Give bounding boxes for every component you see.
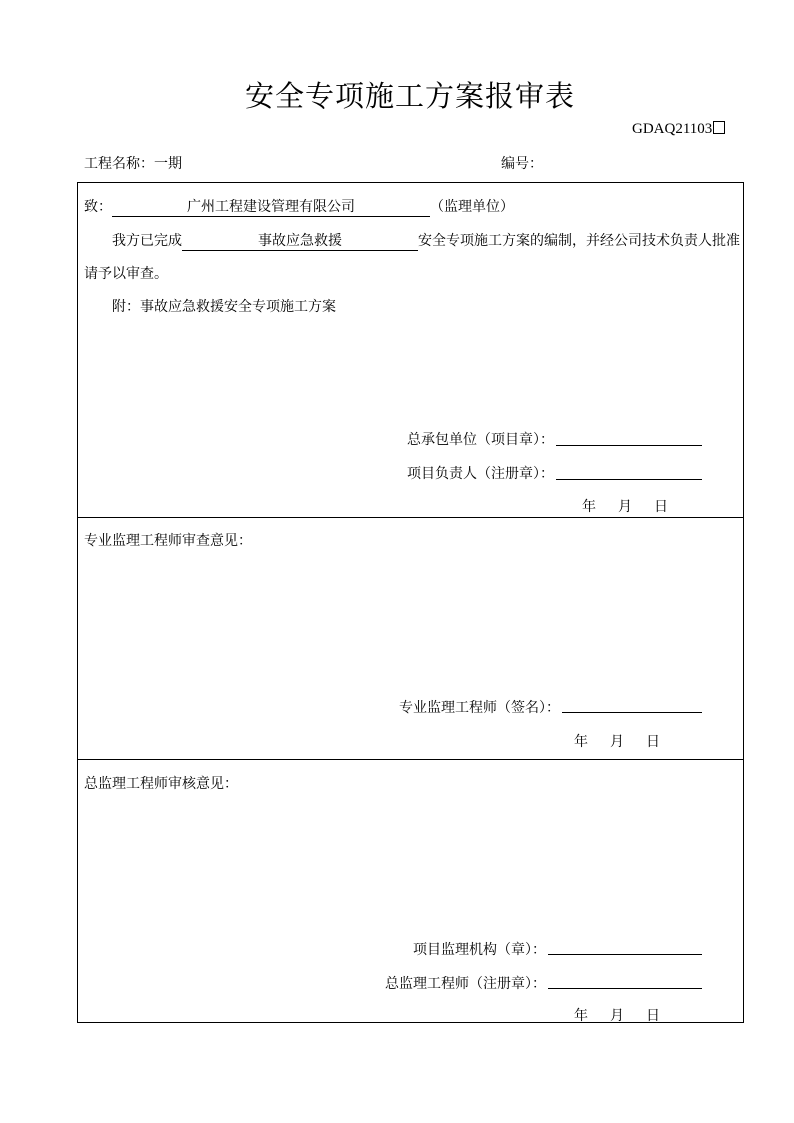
contractor-seal-line[interactable] bbox=[556, 445, 702, 446]
project-label: 工程名称： bbox=[84, 156, 154, 172]
month-label: 月 bbox=[618, 499, 632, 515]
year-label: 年 bbox=[574, 1008, 588, 1024]
body-line-2: 请予以审查。 bbox=[84, 266, 168, 282]
form-code bbox=[632, 121, 725, 138]
section-divider bbox=[78, 517, 743, 518]
chief-engineer-line[interactable] bbox=[548, 988, 702, 989]
supervision-org-line[interactable] bbox=[548, 954, 702, 955]
form-code-text: GDAQ21103 bbox=[632, 121, 713, 137]
year-label: 年 bbox=[574, 734, 588, 750]
day-label: 日 bbox=[646, 734, 660, 750]
supervision-org-label: 项目监理机构（章）： bbox=[413, 942, 546, 958]
month-label: 月 bbox=[610, 1008, 624, 1024]
addressee-row bbox=[84, 196, 514, 217]
number-label: 编号： bbox=[501, 156, 543, 172]
contractor-seal-label: 总承包单位（项目章）： bbox=[407, 432, 554, 448]
section1-date bbox=[582, 496, 668, 516]
project-name[interactable]: 一期 bbox=[154, 156, 182, 172]
manager-seal-line[interactable] bbox=[556, 479, 702, 480]
supervisor-company-field[interactable]: 广州工程建设管理有限公司 bbox=[112, 199, 430, 217]
section-divider bbox=[78, 759, 743, 760]
body-line-1 bbox=[112, 230, 740, 251]
chief-engineer-label: 总监理工程师（注册章）： bbox=[385, 976, 546, 992]
page-title: 安全专项施工方案报审表 bbox=[244, 79, 575, 113]
attachment-line: 附：事故应急救援安全专项施工方案 bbox=[112, 299, 336, 315]
body-suffix: 安全专项施工方案的编制，并经公司技术负责人批准 bbox=[418, 233, 740, 249]
project-name-row bbox=[84, 153, 182, 173]
day-label: 日 bbox=[654, 499, 668, 515]
section3-date bbox=[574, 1005, 660, 1025]
engineer-sign-label: 专业监理工程师（签名）： bbox=[399, 700, 560, 716]
day-label: 日 bbox=[646, 1008, 660, 1024]
to-label: 致： bbox=[84, 199, 112, 215]
form-table bbox=[77, 182, 744, 1023]
engineer-sign-line[interactable] bbox=[562, 712, 702, 713]
section2-date bbox=[574, 731, 660, 751]
scheme-name-field[interactable]: 事故应急救援 bbox=[182, 233, 418, 251]
engineer-review-heading: 专业监理工程师审查意见： bbox=[84, 533, 252, 549]
chief-review-heading: 总监理工程师审核意见： bbox=[84, 776, 238, 792]
year-label: 年 bbox=[582, 499, 596, 515]
checkbox-glyph bbox=[713, 121, 725, 134]
manager-seal-label: 项目负责人（注册章）： bbox=[407, 466, 554, 482]
supervisor-suffix: （监理单位） bbox=[430, 199, 514, 215]
month-label: 月 bbox=[610, 734, 624, 750]
body-prefix: 我方已完成 bbox=[112, 233, 182, 249]
